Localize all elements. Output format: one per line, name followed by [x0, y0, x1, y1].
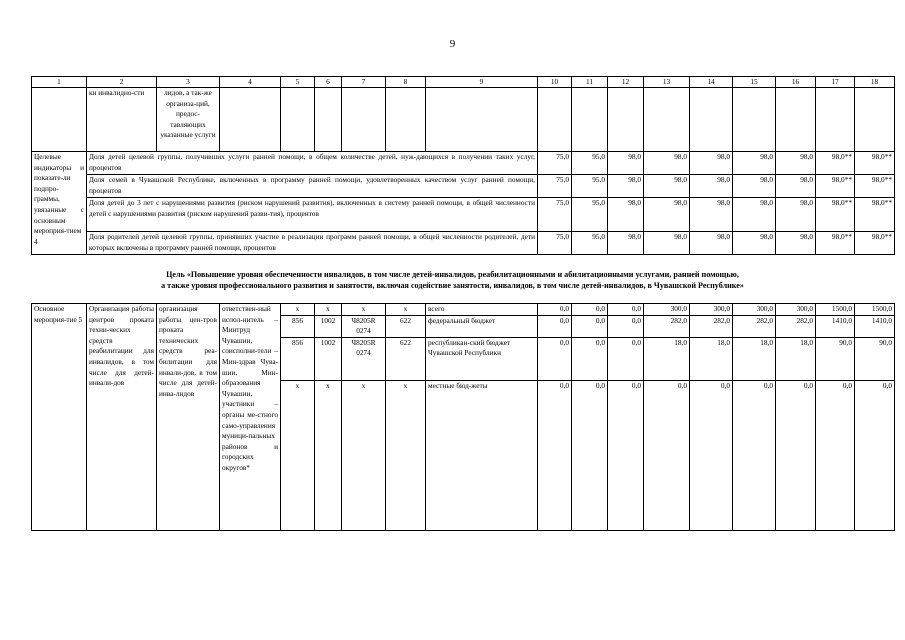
cont-col3: лидов, а так-же организа-ций, предос-тавляющих указанные услуги — [157, 88, 220, 152]
event-title: Основное мероприя-тие 5 — [32, 304, 87, 531]
funding-source: всего — [426, 304, 538, 316]
table-cell: Ч8205R 0274 — [342, 315, 386, 337]
funding-value: 282,0 — [690, 315, 733, 337]
table-cell — [608, 88, 644, 152]
indicator-value: 75,0 — [538, 198, 572, 232]
indicator-value: 98,0 — [608, 152, 644, 175]
header-cell: 10 — [538, 77, 572, 88]
table-cell — [644, 88, 690, 152]
indicator-value: 98,0 — [776, 152, 816, 175]
funding-value: 300,0 — [644, 304, 690, 316]
funding-value: 0,0 — [538, 380, 572, 530]
funding-value: 300,0 — [690, 304, 733, 316]
indicator-value: 75,0 — [538, 152, 572, 175]
header-cell: 8 — [386, 77, 426, 88]
table-cell — [690, 88, 733, 152]
funding-value: 300,0 — [733, 304, 776, 316]
table-cell — [426, 88, 538, 152]
table-cell — [816, 88, 855, 152]
indicator-value: 98,0** — [855, 232, 895, 255]
funding-value: 90,0 — [855, 337, 895, 380]
table-cell — [386, 88, 426, 152]
indicator-value: 75,0 — [538, 175, 572, 198]
table-cell: 622 — [386, 315, 426, 337]
event-row-total — [32, 304, 895, 316]
table-cell: 1002 — [315, 315, 342, 337]
funding-value: 0,0 — [608, 304, 644, 316]
indicator-value: 98,0 — [644, 152, 690, 175]
table-cell — [538, 88, 572, 152]
indicator-value: 98,0 — [690, 198, 733, 232]
table-cell — [281, 88, 315, 152]
indicator-value: 98,0 — [733, 152, 776, 175]
table-cell — [220, 88, 281, 152]
table-cell — [733, 88, 776, 152]
table-cell: x — [342, 304, 386, 316]
indicator-value: 95,0 — [572, 198, 608, 232]
indicator-value: 98,0 — [644, 232, 690, 255]
table-cell: x — [315, 380, 342, 530]
header-cell: 11 — [572, 77, 608, 88]
funding-value: 18,0 — [776, 337, 816, 380]
table-cell: x — [342, 380, 386, 530]
table-cell: x — [281, 380, 315, 530]
header-cell: 4 — [220, 77, 281, 88]
table-cell: x — [281, 304, 315, 316]
event-table — [31, 303, 895, 531]
funding-value: 1500,0 — [816, 304, 855, 316]
table-cell: 856 — [281, 315, 315, 337]
table-cell: 622 — [386, 337, 426, 380]
funding-value: 282,0 — [733, 315, 776, 337]
funding-value: 0,0 — [608, 315, 644, 337]
funding-value: 0,0 — [776, 380, 816, 530]
funding-value: 0,0 — [572, 315, 608, 337]
funding-value: 0,0 — [538, 304, 572, 316]
table-cell — [572, 88, 608, 152]
indicator-text: Доля родителей детей целевой группы, принявших участие в реализации программ ранней помощи, в общей численности родителей, дети которых включены в программу ранней помощи, процентов — [87, 232, 538, 255]
header-cell: 9 — [426, 77, 538, 88]
header-cell: 17 — [816, 77, 855, 88]
indicator-value: 98,0 — [644, 175, 690, 198]
table-cell: x — [315, 304, 342, 316]
funding-value: 0,0 — [855, 380, 895, 530]
indicator-value: 98,0 — [690, 175, 733, 198]
indicator-value: 95,0 — [572, 152, 608, 175]
header-cell: 1 — [32, 77, 87, 88]
indicator-value: 95,0 — [572, 232, 608, 255]
funding-value: 1500,0 — [855, 304, 895, 316]
indicator-value: 95,0 — [572, 175, 608, 198]
funding-value: 0,0 — [733, 380, 776, 530]
indicator-value: 98,0 — [690, 152, 733, 175]
indicator-value: 98,0 — [733, 198, 776, 232]
indicator-value: 98,0 — [776, 175, 816, 198]
indicator-text: Доля детей до 3 лет с нарушениями развития (риском нарушений развития), включенных в систему ранней помощи, в общей численности детей с нарушениями развития (риском нарушений разви-тия), процентов — [87, 198, 538, 232]
indicator-value: 98,0** — [816, 232, 855, 255]
funding-value: 0,0 — [572, 304, 608, 316]
cont-col2: ки инвалидно-сти — [87, 88, 157, 152]
header-cell: 13 — [644, 77, 690, 88]
indicator-value: 98,0** — [855, 175, 895, 198]
indicator-row — [32, 198, 895, 232]
indicator-value: 75,0 — [538, 232, 572, 255]
funding-value: 0,0 — [572, 380, 608, 530]
funding-value: 282,0 — [644, 315, 690, 337]
indicator-value: 98,0** — [816, 152, 855, 175]
header-cell: 12 — [608, 77, 644, 88]
funding-value: 18,0 — [733, 337, 776, 380]
funding-value: 0,0 — [538, 337, 572, 380]
funding-source: республикан-ский бюджет Чувашской Республики — [426, 337, 538, 380]
goal-heading — [31, 269, 874, 291]
event-description: Организация работы центров проката техни-ческих средств реабилитации для инвалидов, в том числе для детей-инвали-дов — [87, 304, 157, 531]
indicator-value: 98,0** — [855, 152, 895, 175]
funding-value: 0,0 — [816, 380, 855, 530]
header-cell: 18 — [855, 77, 895, 88]
indicator-value: 98,0 — [690, 232, 733, 255]
table-cell — [342, 88, 386, 152]
indicators-table — [31, 76, 895, 255]
table-cell: Ч8205R 0274 — [342, 337, 386, 380]
table-cell — [32, 88, 87, 152]
funding-value: 300,0 — [776, 304, 816, 316]
indicator-value: 98,0 — [733, 232, 776, 255]
header-cell: 15 — [733, 77, 776, 88]
indicator-value: 98,0 — [608, 198, 644, 232]
funding-value: 18,0 — [690, 337, 733, 380]
indicators-label: Целевые индикаторы и показате-ли подпро-граммы, увязанные с основным мероприя-тием 4 — [32, 152, 87, 255]
funding-value: 18,0 — [644, 337, 690, 380]
table-cell — [315, 88, 342, 152]
indicator-text: Доля детей целевой группы, получивших услуги ранней помощи, в общем количестве детей, нуж-дающихся в получении таких услуг, процентов — [87, 152, 538, 175]
indicator-value: 98,0 — [776, 232, 816, 255]
funding-value: 1410,0 — [855, 315, 895, 337]
indicator-row — [32, 175, 895, 198]
table-cell: x — [386, 380, 426, 530]
header-cell: 2 — [87, 77, 157, 88]
table-cell: 856 — [281, 337, 315, 380]
header-cell: 6 — [315, 77, 342, 88]
header-cell: 5 — [281, 77, 315, 88]
header-cell: 3 — [157, 77, 220, 88]
funding-value: 90,0 — [816, 337, 855, 380]
funding-source: федеральный бюджет — [426, 315, 538, 337]
page-number: 9 — [449, 38, 456, 50]
event-result: организация работы цен-тров проката технических средств реа-билитации для инвали-дов, в том числе для детей-инва-лидов — [157, 304, 220, 531]
indicator-value: 98,0** — [816, 198, 855, 232]
table-cell — [855, 88, 895, 152]
indicator-value: 98,0** — [816, 175, 855, 198]
funding-value: 0,0 — [538, 315, 572, 337]
funding-value: 0,0 — [690, 380, 733, 530]
funding-source: местные бюд-жеты — [426, 380, 538, 530]
funding-value: 0,0 — [644, 380, 690, 530]
funding-value: 282,0 — [776, 315, 816, 337]
indicator-value: 98,0** — [855, 198, 895, 232]
table-cell: x — [386, 304, 426, 316]
indicator-value: 98,0 — [644, 198, 690, 232]
header-cell: 14 — [690, 77, 733, 88]
continuation-row — [32, 88, 895, 152]
goal-line: а также уровня профессионального развития и занятости, включая содействие занятости, инвалидов, в том числе детей-инвалидов, в Чувашской Республике» — [161, 281, 744, 290]
indicator-row — [32, 152, 895, 175]
event-executors: ответствен-ный испол-нитель – Минтруд Чувашии, соисполни-тели – Мин-здрав Чува-шии, Мин-образования Чувашии, участники – органы ме-стного само-управления муници-пальных районов и городских округов* — [220, 304, 281, 531]
table-cell — [776, 88, 816, 152]
header-row — [32, 77, 895, 88]
table-cell: 1002 — [315, 337, 342, 380]
indicator-row — [32, 232, 895, 255]
funding-value: 0,0 — [608, 337, 644, 380]
funding-value: 0,0 — [572, 337, 608, 380]
indicator-text: Доля семей в Чувашской Республике, включенных в программу ранней помощи, удовлетворенных качеством услуг ранней помощи, процентов — [87, 175, 538, 198]
funding-value: 0,0 — [608, 380, 644, 530]
goal-line: Цель «Повышение уровня обеспеченности инвалидов, в том числе детей-инвалидов, реабилитационными и абилитационными услугами, ранней помощью, — [166, 270, 739, 279]
indicator-value: 98,0 — [776, 198, 816, 232]
header-cell: 7 — [342, 77, 386, 88]
indicator-value: 98,0 — [608, 175, 644, 198]
indicator-value: 98,0 — [733, 175, 776, 198]
header-cell: 16 — [776, 77, 816, 88]
funding-value: 1410,0 — [816, 315, 855, 337]
indicator-value: 98,0 — [608, 232, 644, 255]
